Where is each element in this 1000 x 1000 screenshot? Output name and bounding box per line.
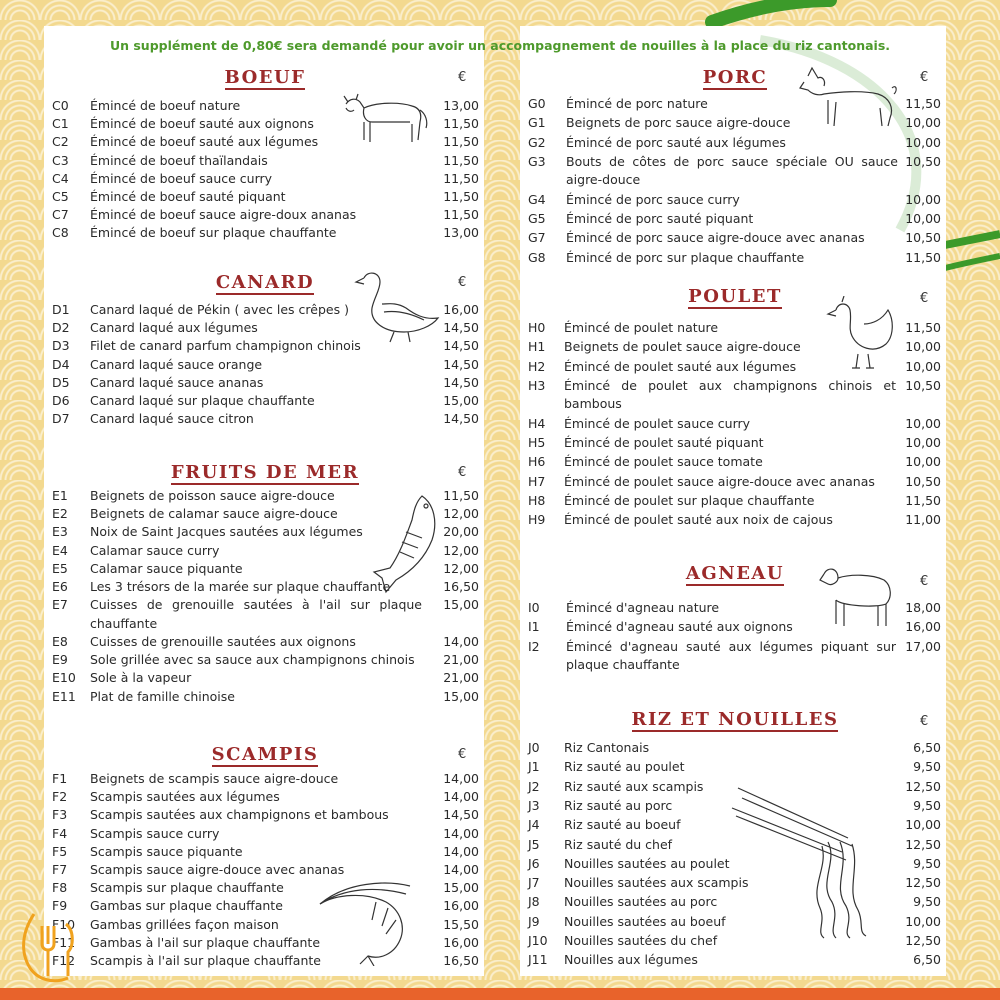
menu-item-name: Émincé de porc sur plaque chauffante (566, 249, 805, 265)
menu-item-price: 20,00 (443, 524, 479, 540)
menu-item-price: 12,50 (905, 836, 941, 852)
menu-item-code: J11 (528, 952, 548, 968)
menu-item (52, 578, 479, 597)
menu-item (528, 599, 941, 618)
section-title-fruits: FRUITS DE MER (170, 462, 360, 483)
menu-item-name: Scampis sauce curry (90, 825, 220, 841)
menu-item-name: Émincé de poulet sauté aux noix de cajous (564, 512, 833, 528)
menu-item-name: Canard laqué aux légumes (90, 320, 258, 336)
menu-item (52, 897, 479, 916)
menu-item (52, 170, 479, 189)
menu-item-price: 14,00 (443, 789, 479, 805)
menu-item-code: F7 (52, 862, 68, 877)
menu-item-code: E10 (52, 670, 76, 686)
menu-item (52, 633, 479, 652)
menu-item-price: 14,50 (443, 356, 479, 372)
menu-item-code: E5 (52, 560, 68, 576)
menu-item (528, 434, 941, 453)
menu-item (52, 879, 479, 898)
menu-item-code: E1 (52, 488, 68, 503)
menu-item-price: 15,00 (443, 880, 479, 896)
section-title-boeuf: BOEUF (224, 67, 306, 88)
menu-item-code: D2 (52, 320, 70, 336)
menu-item-price: 11,50 (905, 492, 941, 508)
menu-item-price: 12,50 (905, 933, 941, 948)
section-title-scampis: SCAMPIS (211, 744, 319, 765)
menu-item-code: G5 (528, 211, 546, 226)
menu-item-price: 11,50 (443, 134, 479, 150)
menu-item (52, 115, 479, 134)
menu-item-code: G8 (528, 249, 546, 265)
menu-item-name: Émincé de poulet sauce tomate (564, 454, 763, 470)
menu-item (52, 487, 479, 506)
menu-item-price: 10,00 (905, 115, 941, 131)
menu-item-name: Nouilles sautées au poulet (564, 855, 730, 871)
menu-item-code: F3 (52, 807, 68, 823)
menu-item-price: 6,50 (913, 740, 941, 755)
menu-item-price: 11,00 (905, 512, 941, 528)
menu-item-name: Nouilles sautées aux scampis (564, 875, 749, 891)
menu-item (528, 913, 941, 932)
menu-item (528, 453, 941, 472)
menu-item-code: C0 (52, 98, 69, 113)
menu-item (528, 951, 941, 970)
menu-item (528, 377, 941, 414)
menu-item (52, 392, 479, 411)
bottom-orange-bar (0, 988, 1000, 1000)
menu-item-name: Sole à la vapeur (90, 670, 192, 686)
menu-item-name: Noix de Saint Jacques sautées aux légumes (90, 524, 363, 540)
menu-item-name: Scampis sautées aux champignons et bambous (90, 807, 389, 823)
menu-item-price: 13,00 (443, 225, 479, 241)
menu-item-code: I0 (528, 600, 540, 615)
menu-item-price: 12,50 (905, 778, 941, 794)
menu-item-price: 14,00 (443, 633, 479, 649)
menu-item-name: Scampis sur plaque chauffante (90, 880, 284, 896)
menu-item-code: G7 (528, 230, 546, 246)
menu-item-code: D6 (52, 393, 70, 408)
menu-item (52, 505, 479, 524)
menu-item-price: 10,00 (905, 134, 941, 150)
menu-item-code: H2 (528, 358, 546, 374)
menu-item (52, 788, 479, 807)
menu-item-price: 14,50 (443, 807, 479, 823)
menu-item-code: F8 (52, 880, 68, 896)
menu-item-price: 16,50 (443, 953, 479, 968)
menu-item-code: C3 (52, 152, 69, 168)
menu-item-code: H8 (528, 492, 546, 508)
menu-item (52, 319, 479, 338)
menu-item-name: Émincé de porc sauté piquant (566, 211, 754, 226)
menu-item-code: D7 (52, 411, 70, 427)
menu-item (528, 134, 941, 153)
menu-item-code: I1 (528, 619, 540, 635)
menu-item (528, 511, 941, 530)
menu-item-price: 10,00 (905, 191, 941, 207)
menu-item-code: E6 (52, 579, 68, 594)
menu-item-price: 14,00 (443, 825, 479, 841)
menu-item-price: 12,00 (443, 560, 479, 576)
menu-item (52, 770, 479, 789)
menu-item (52, 410, 479, 429)
menu-item-price: 16,00 (443, 934, 479, 950)
menu-item (528, 95, 941, 114)
menu-item (52, 934, 479, 953)
menu-item-name: Émincé de boeuf nature (90, 98, 241, 113)
menu-item (52, 825, 479, 844)
menu-item-name: Émincé d'agneau sauté aux légumes piquant sur plaque chauffante (566, 638, 896, 673)
menu-item-price: 14,00 (443, 862, 479, 877)
menu-item-price: 10,00 (905, 454, 941, 470)
menu-item-name: Beignets de poisson sauce aigre-douce (90, 488, 335, 503)
menu-item (52, 133, 479, 152)
menu-item (528, 739, 941, 758)
menu-item-price: 14,50 (443, 374, 479, 390)
menu-item (528, 415, 941, 434)
menu-item-name: Émincé de poulet sur plaque chauffante (564, 492, 815, 508)
menu-item-code: H9 (528, 512, 546, 528)
menu-item (528, 319, 941, 338)
menu-item-name: Canard laqué sauce orange (90, 356, 263, 372)
menu-item (52, 224, 479, 243)
menu-item-code: J3 (528, 797, 540, 813)
menu-item-code: J6 (528, 855, 540, 871)
menu-item (52, 188, 479, 207)
menu-item-price: 10,00 (905, 913, 941, 929)
menu-item (52, 669, 479, 688)
menu-item (52, 688, 479, 707)
menu-item-code: I2 (528, 638, 540, 654)
menu-item-price: 11,50 (443, 170, 479, 186)
menu-item-price: 10,50 (905, 230, 941, 246)
menu-item-code: D4 (52, 356, 70, 372)
menu-item-name: Émincé de porc sauce curry (566, 191, 740, 207)
menu-item-name: Bouts de côtes de porc sauce spéciale OU sauce aigre-douce (566, 153, 898, 188)
menu-item-code: J10 (528, 933, 548, 948)
menu-item (528, 358, 941, 377)
menu-item-name: Émincé de porc nature (566, 96, 708, 111)
menu-item (528, 638, 941, 675)
menu-item-code: H5 (528, 435, 546, 450)
menu-item-code: G4 (528, 191, 546, 207)
menu-item-price: 11,50 (905, 320, 941, 335)
menu-item-code: J1 (528, 759, 540, 775)
menu-item-code: C7 (52, 207, 69, 223)
menu-item-price: 16,00 (905, 619, 941, 635)
menu-item-name: Émincé de poulet sauce curry (564, 415, 751, 431)
menu-item (52, 596, 479, 633)
currency-symbol: € (920, 291, 929, 306)
section-title-canard: CANARD (215, 272, 315, 293)
menu-item-code: E11 (52, 688, 76, 704)
menu-item-code: H4 (528, 415, 546, 431)
menu-item-price: 17,00 (905, 638, 941, 654)
menu-item-code: D5 (52, 374, 70, 390)
menu-item-name: Gambas à l'ail sur plaque chauffante (90, 934, 321, 950)
menu-item-name: Riz sauté du chef (564, 836, 673, 852)
menu-item-name: Calamar sauce piquante (90, 560, 243, 576)
menu-item-name: Canard laqué sauce ananas (90, 374, 264, 390)
menu-item-name: Nouilles sautées du chef (564, 933, 718, 948)
menu-item-price: 14,00 (443, 843, 479, 859)
menu-item-name: Canard laqué de Pékin ( avec les crêpes ) (90, 302, 349, 317)
menu-item-code: F2 (52, 789, 68, 805)
menu-item (52, 301, 479, 320)
currency-symbol: € (458, 465, 467, 480)
menu-item (52, 523, 479, 542)
menu-item-name: Émincé de boeuf sauté aux oignons (90, 116, 314, 132)
currency-symbol: € (458, 275, 467, 290)
menu-item (52, 861, 479, 880)
menu-item-name: Émincé de boeuf sauce curry (90, 170, 273, 186)
menu-item (52, 916, 479, 935)
menu-item-price: 18,00 (905, 600, 941, 615)
menu-item-code: G2 (528, 134, 546, 150)
currency-symbol: € (920, 70, 929, 85)
menu-item-name: Sole grillée avec sa sauce aux champignons chinois (90, 652, 415, 668)
menu-item-name: Émincé de poulet sauce aigre-douce avec ananas (564, 473, 875, 489)
menu-item (52, 843, 479, 862)
menu-item-name: Émincé de boeuf sauté piquant (90, 189, 286, 204)
menu-item-name: Gambas grillées façon maison (90, 916, 279, 932)
noodle-supplement-notice: Un supplément de 0,80€ sera demandé pour avoir un accompagnement de nouilles à la place du riz cantonais. (109, 38, 891, 53)
menu-item-code: C8 (52, 225, 69, 241)
menu-item-name: Scampis à l'ail sur plaque chauffante (90, 953, 321, 968)
menu-item (528, 778, 941, 797)
menu-item-name: Émincé de porc sauce aigre-douce avec ananas (566, 230, 865, 246)
menu-item-price: 15,00 (443, 688, 479, 704)
menu-item-code: F12 (52, 953, 76, 968)
menu-item-price: 14,50 (443, 338, 479, 354)
menu-item-price: 9,50 (913, 797, 941, 813)
currency-symbol: € (458, 70, 467, 85)
menu-item (52, 356, 479, 375)
menu-item-code: E9 (52, 652, 68, 668)
menu-item (52, 806, 479, 825)
menu-item-price: 14,00 (443, 771, 479, 786)
menu-item-price: 16,00 (443, 302, 479, 317)
menu-item (528, 191, 941, 210)
menu-item-price: 10,00 (905, 211, 941, 226)
section-title-poulet: POULET (688, 286, 782, 307)
menu-item-price: 10,00 (905, 339, 941, 355)
menu-item-code: E2 (52, 506, 68, 522)
menu-item-price: 11,50 (443, 189, 479, 204)
menu-item-price: 11,50 (443, 488, 479, 503)
menu-item (52, 952, 479, 971)
menu-item-name: Canard laqué sur plaque chauffante (90, 393, 315, 408)
menu-item (528, 816, 941, 835)
menu-item-name: Beignets de scampis sauce aigre-douce (90, 771, 339, 786)
menu-item-code: F4 (52, 825, 68, 841)
menu-item (528, 836, 941, 855)
menu-item-price: 10,00 (905, 415, 941, 431)
menu-item-code: H1 (528, 339, 546, 355)
menu-item-name: Riz sauté au porc (564, 797, 673, 813)
menu-item-code: G3 (528, 153, 546, 169)
menu-item-price: 15,00 (443, 597, 479, 613)
menu-item-price: 10,00 (905, 435, 941, 450)
menu-item-name: Calamar sauce curry (90, 542, 220, 558)
menu-item (52, 337, 479, 356)
menu-item-name: Plat de famille chinoise (90, 688, 235, 704)
menu-item-code: D3 (52, 338, 70, 354)
menu-item-price: 15,50 (443, 916, 479, 932)
menu-item-price: 10,50 (905, 473, 941, 489)
menu-item-name: Nouilles aux légumes (564, 952, 698, 968)
menu-item-name: Les 3 trésors de la marée sur plaque chauffante (90, 579, 391, 594)
menu-item-name: Filet de canard parfum champignon chinois (90, 338, 361, 354)
menu-item (52, 542, 479, 561)
menu-item-name: Cuisses de grenouille sautées à l'ail sur plaque chauffante (90, 597, 422, 631)
menu-item (52, 206, 479, 225)
menu-item-code: J4 (528, 817, 540, 833)
menu-item-code: G1 (528, 115, 546, 131)
menu-item-price: 9,50 (913, 855, 941, 871)
menu-item-code: J0 (528, 740, 540, 755)
menu-item-price: 21,00 (443, 670, 479, 686)
menu-item (528, 492, 941, 511)
menu-item-name: Beignets de calamar sauce aigre-douce (90, 506, 338, 522)
menu-item-name: Beignets de porc sauce aigre-douce (566, 115, 791, 131)
menu-item-code: F11 (52, 934, 76, 950)
menu-item-code: H0 (528, 320, 546, 335)
menu-item (528, 153, 941, 190)
section-title-agneau: AGNEAU (685, 563, 785, 584)
menu-item-code: C2 (52, 134, 69, 150)
menu-item-name: Émincé de boeuf sur plaque chauffante (90, 225, 337, 241)
menu-item-name: Scampis sauce piquante (90, 843, 243, 859)
menu-item-price: 11,50 (905, 249, 941, 265)
menu-item-price: 12,00 (443, 506, 479, 522)
menu-item-name: Émincé de poulet aux champignons chinois et bambous (564, 377, 896, 412)
menu-item (52, 152, 479, 171)
menu-item (528, 618, 941, 637)
menu-item-price: 11,50 (443, 152, 479, 168)
menu-item-code: J7 (528, 875, 540, 891)
menu-item-price: 11,50 (905, 96, 941, 111)
menu-item (528, 229, 941, 248)
menu-item-code: H7 (528, 473, 546, 489)
menu-item-name: Émincé de boeuf thaïlandais (90, 152, 268, 168)
menu-item-name: Riz Cantonais (564, 740, 650, 755)
menu-item-price: 12,50 (905, 875, 941, 891)
currency-symbol: € (920, 574, 929, 589)
menu-item (528, 249, 941, 268)
menu-item-code: F10 (52, 916, 76, 932)
menu-item (528, 473, 941, 492)
menu-item (52, 97, 479, 116)
menu-item-name: Émincé de boeuf sauce aigre-doux ananas (90, 207, 357, 223)
currency-symbol: € (458, 747, 467, 762)
menu-item (528, 114, 941, 133)
menu-item-code: E4 (52, 542, 68, 558)
menu-item-code: E7 (52, 597, 68, 613)
menu-item-name: Scampis sautées aux légumes (90, 789, 280, 805)
menu-item-code: C4 (52, 170, 69, 186)
menu-item (528, 210, 941, 229)
menu-item-name: Riz sauté au boeuf (564, 817, 681, 833)
menu-item-name: Scampis sauce aigre-douce avec ananas (90, 862, 345, 877)
menu-item (52, 374, 479, 393)
menu-item (52, 560, 479, 579)
menu-item-code: J8 (528, 894, 540, 910)
menu-item-code: C5 (52, 189, 69, 204)
menu-item-price: 12,00 (443, 542, 479, 558)
menu-item-name: Nouilles sautées au porc (564, 894, 718, 910)
menu-item-name: Nouilles sautées au boeuf (564, 913, 726, 929)
menu-item-name: Cuisses de grenouille sautées aux oignons (90, 633, 356, 649)
menu-item-name: Riz sauté aux scampis (564, 778, 704, 794)
menu-item-name: Gambas sur plaque chauffante (90, 898, 283, 914)
menu-item-price: 9,50 (913, 759, 941, 775)
menu-item-price: 10,00 (905, 358, 941, 374)
menu-item-price: 16,00 (443, 898, 479, 914)
menu-item-code: H3 (528, 377, 546, 393)
restaurant-logo-icon (14, 906, 90, 986)
menu-item-name: Émincé d'agneau sauté aux oignons (566, 619, 793, 635)
menu-item (528, 855, 941, 874)
menu-item-code: J9 (528, 913, 540, 929)
menu-item (528, 874, 941, 893)
menu-item-name: Émincé de boeuf sauté aux légumes (90, 134, 319, 150)
menu-item-code: J2 (528, 778, 540, 794)
menu-item-code: J5 (528, 836, 540, 852)
section-title-riz: RIZ ET NOUILLES (631, 709, 839, 730)
menu-item-name: Émincé d'agneau nature (566, 600, 720, 615)
menu-item-price: 11,50 (443, 207, 479, 223)
menu-item-price: 6,50 (913, 952, 941, 968)
menu-item-price: 11,50 (443, 116, 479, 132)
menu-item-price: 13,00 (443, 98, 479, 113)
menu-item-code: F5 (52, 843, 68, 859)
menu-item-code: E3 (52, 524, 68, 540)
menu-item-code: E8 (52, 633, 68, 649)
menu-item (528, 758, 941, 777)
menu-item-name: Beignets de poulet sauce aigre-douce (564, 339, 801, 355)
menu-item-code: G0 (528, 96, 546, 111)
menu-item-code: F9 (52, 898, 68, 914)
menu-item-code: D1 (52, 302, 70, 317)
menu-item-code: H6 (528, 454, 546, 470)
menu-item (52, 651, 479, 670)
menu-item-name: Émincé de poulet nature (564, 320, 719, 335)
menu-item (528, 893, 941, 912)
menu-item-price: 21,00 (443, 652, 479, 668)
menu-item-price: 15,00 (443, 393, 479, 408)
menu-item-code: C1 (52, 116, 69, 132)
menu-item-price: 10,50 (905, 377, 941, 393)
menu-item-price: 10,50 (905, 153, 941, 169)
section-title-porc: PORC (702, 67, 768, 88)
menu-item-name: Canard laqué sauce citron (90, 411, 254, 427)
menu-item-price: 14,50 (443, 320, 479, 336)
menu-item (528, 932, 941, 951)
menu-item-name: Émincé de poulet sauté piquant (564, 435, 764, 450)
menu-item-price: 16,50 (443, 579, 479, 594)
menu-item-price: 10,00 (905, 817, 941, 833)
menu-item-price: 14,50 (443, 411, 479, 427)
menu-item-name: Riz sauté au poulet (564, 759, 685, 775)
menu-item-code: F1 (52, 771, 68, 786)
menu-item (528, 797, 941, 816)
menu-item-price: 9,50 (913, 894, 941, 910)
menu-item-name: Émincé de poulet sauté aux légumes (564, 358, 797, 374)
menu-item (528, 338, 941, 357)
currency-symbol: € (920, 714, 929, 729)
menu-item-name: Émincé de porc sauté aux légumes (566, 134, 786, 150)
